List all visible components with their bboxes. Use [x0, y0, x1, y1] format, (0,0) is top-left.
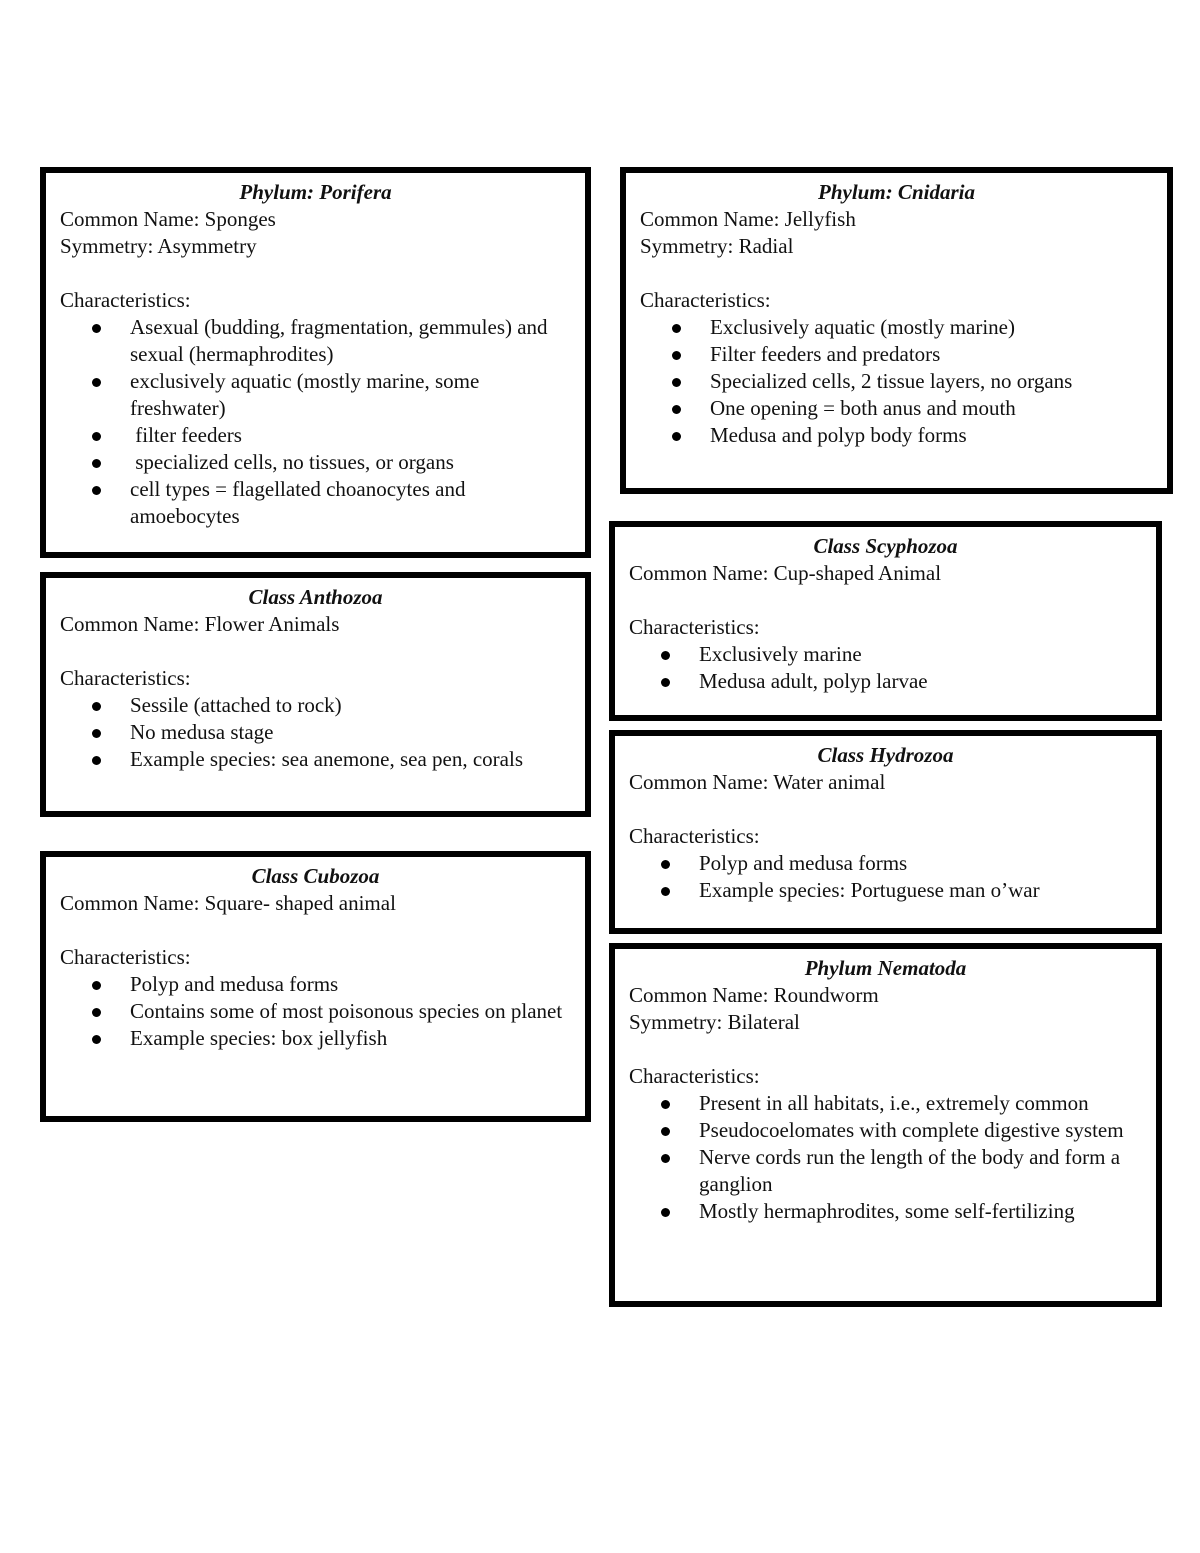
bullet-icon	[92, 459, 101, 468]
characteristics-label: Characteristics:	[60, 666, 191, 690]
common-name: Common Name: Water animal	[629, 770, 886, 794]
bullet-icon	[92, 702, 101, 711]
card-class-hydrozoa	[609, 730, 1162, 934]
list-item: specialized cells, no tissues, or organs	[60, 449, 571, 476]
list-item: Example species: Portuguese man o’war	[629, 877, 1142, 904]
list-item: Medusa adult, polyp larvae	[629, 668, 1142, 695]
common-name: Common Name: Roundworm	[629, 983, 879, 1007]
list-item: Medusa and polyp body forms	[640, 422, 1153, 449]
list-item: Sessile (attached to rock)	[60, 692, 571, 719]
bullet-icon	[661, 1100, 670, 1109]
symmetry: Symmetry: Asymmetry	[60, 234, 257, 258]
list-item: One opening = both anus and mouth	[640, 395, 1153, 422]
list-item: Present in all habitats, i.e., extremely common	[629, 1090, 1142, 1117]
characteristics-label: Characteristics:	[629, 1064, 760, 1088]
common-name: Common Name: Jellyfish	[640, 207, 856, 231]
bullet-icon	[92, 486, 101, 495]
spacer	[629, 1036, 1142, 1063]
bullet-icon	[92, 729, 101, 738]
characteristics-list	[60, 314, 571, 530]
card-phylum-porifera	[40, 167, 591, 558]
spacer	[629, 796, 1142, 823]
card-title: Class Anthozoa	[248, 585, 383, 609]
card-title: Phylum Nematoda	[804, 956, 967, 980]
bullet-icon	[92, 756, 101, 765]
symmetry: Symmetry: Bilateral	[629, 1010, 800, 1034]
bullet-icon	[92, 378, 101, 387]
characteristics-label: Characteristics:	[629, 824, 760, 848]
bullet-icon	[92, 324, 101, 333]
list-item: Polyp and medusa forms	[629, 850, 1142, 877]
common-name: Common Name: Square- shaped animal	[60, 891, 396, 915]
list-item: Contains some of most poisonous species on planet	[60, 998, 571, 1025]
bullet-icon	[661, 1127, 670, 1136]
list-item: Exclusively aquatic (mostly marine)	[640, 314, 1153, 341]
card-title: Phylum: Porifera	[239, 180, 392, 204]
list-item: Example species: sea anemone, sea pen, corals	[60, 746, 571, 773]
characteristics-label: Characteristics:	[60, 288, 191, 312]
list-item: Mostly hermaphrodites, some self-fertilizing	[629, 1198, 1142, 1225]
card-title: Class Scyphozoa	[813, 534, 958, 558]
spacer	[629, 587, 1142, 614]
spacer	[60, 638, 571, 665]
spacer	[60, 260, 571, 287]
characteristics-list	[629, 850, 1142, 904]
card-class-cubozoa	[40, 851, 591, 1122]
bullet-icon	[672, 405, 681, 414]
characteristics-label: Characteristics:	[640, 288, 771, 312]
characteristics-list	[640, 314, 1153, 449]
symmetry: Symmetry: Radial	[640, 234, 794, 258]
characteristics-list	[60, 692, 571, 773]
characteristics-list	[60, 971, 571, 1052]
characteristics-list	[629, 641, 1142, 695]
list-item: cell types = flagellated choanocytes and amoebocytes	[60, 476, 571, 530]
characteristics-label: Characteristics:	[60, 945, 191, 969]
card-phylum-nematoda	[609, 943, 1162, 1307]
bullet-icon	[92, 1035, 101, 1044]
bullet-icon	[661, 678, 670, 687]
list-item: Specialized cells, 2 tissue layers, no organs	[640, 368, 1153, 395]
bullet-icon	[661, 887, 670, 896]
card-title: Class Hydrozoa	[817, 743, 954, 767]
bullet-icon	[92, 1008, 101, 1017]
card-class-scyphozoa	[609, 521, 1162, 721]
card-title: Phylum: Cnidaria	[818, 180, 975, 204]
bullet-icon	[672, 378, 681, 387]
bullet-icon	[672, 324, 681, 333]
characteristics-list	[629, 1090, 1142, 1225]
card-class-anthozoa	[40, 572, 591, 817]
card-title: Class Cubozoa	[251, 864, 380, 888]
bullet-icon	[672, 432, 681, 441]
list-item: Filter feeders and predators	[640, 341, 1153, 368]
list-item: Example species: box jellyfish	[60, 1025, 571, 1052]
bullet-icon	[661, 1208, 670, 1217]
card-phylum-cnidaria	[620, 167, 1173, 494]
common-name: Common Name: Sponges	[60, 207, 276, 231]
list-item: Nerve cords run the length of the body and form a ganglion	[629, 1144, 1142, 1198]
bullet-icon	[661, 860, 670, 869]
spacer	[640, 260, 1153, 287]
bullet-icon	[661, 1154, 670, 1163]
common-name: Common Name: Flower Animals	[60, 612, 340, 636]
list-item: filter feeders	[60, 422, 571, 449]
bullet-icon	[92, 981, 101, 990]
list-item: exclusively aquatic (mostly marine, some freshwater)	[60, 368, 571, 422]
list-item: Polyp and medusa forms	[60, 971, 571, 998]
spacer	[60, 917, 571, 944]
bullet-icon	[672, 351, 681, 360]
common-name: Common Name: Cup-shaped Animal	[629, 561, 942, 585]
list-item: Pseudocoelomates with complete digestive system	[629, 1117, 1142, 1144]
list-item: Asexual (budding, fragmentation, gemmules) and sexual (hermaphrodites)	[60, 314, 571, 368]
bullet-icon	[661, 651, 670, 660]
list-item: No medusa stage	[60, 719, 571, 746]
list-item: Exclusively marine	[629, 641, 1142, 668]
bullet-icon	[92, 432, 101, 441]
characteristics-label: Characteristics:	[629, 615, 760, 639]
